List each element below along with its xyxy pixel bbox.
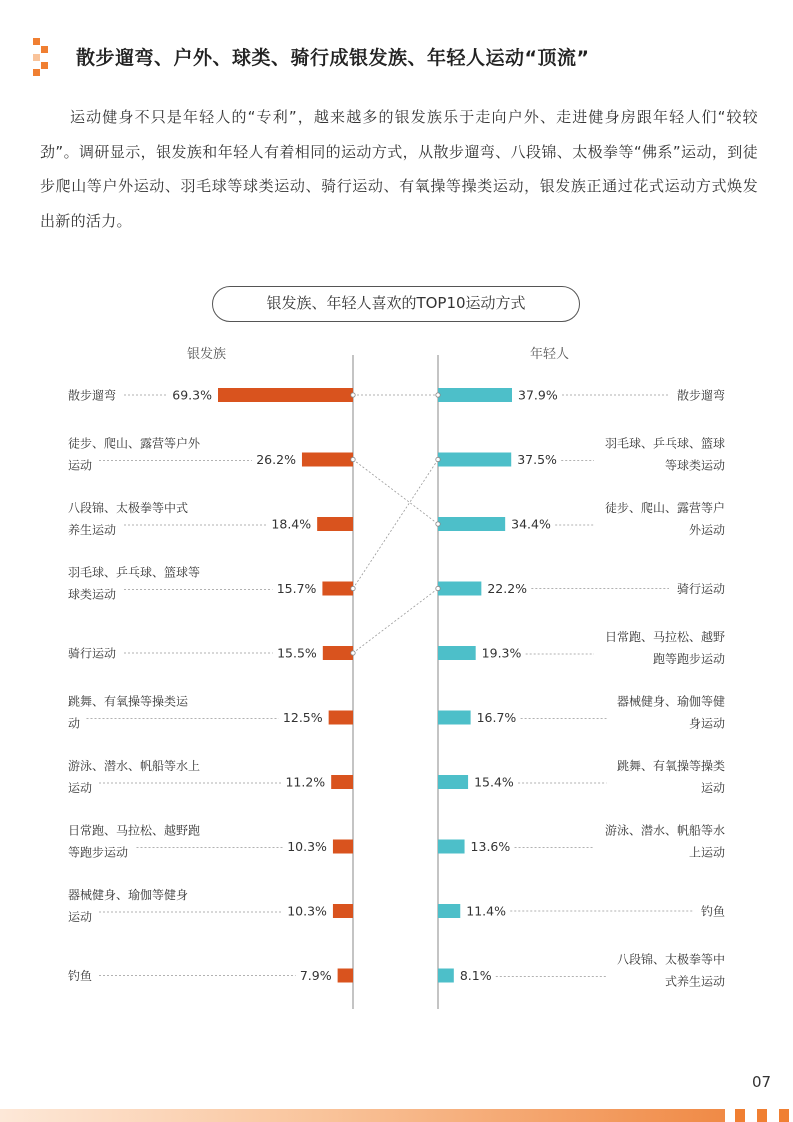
right-value-label: 13.6% xyxy=(470,839,511,854)
connector-dot xyxy=(436,457,440,461)
left-category-label: 跳舞、有氧操等操类运 xyxy=(68,694,189,709)
right-value-label: 37.9% xyxy=(518,387,558,403)
right-value-label: 15.4% xyxy=(474,774,514,790)
right-category-label: 游泳、潜水、帆船等水 xyxy=(604,823,725,838)
right-category-label: 运动 xyxy=(700,781,725,795)
left-value-label: 15.7% xyxy=(276,581,317,596)
left-category-label: 养生运动 xyxy=(68,523,117,537)
left-category-label: 运动 xyxy=(68,910,93,924)
page-number: 07 xyxy=(752,1073,772,1091)
right-bar xyxy=(438,388,512,402)
right-bar xyxy=(438,453,511,467)
connector-dot xyxy=(436,586,440,590)
left-bar xyxy=(323,646,353,660)
right-bar xyxy=(438,646,476,660)
connector-dot xyxy=(351,651,355,655)
left-category-label: 徒步、爬山、露营等户外 xyxy=(68,436,201,451)
right-bar xyxy=(438,969,454,983)
left-bar xyxy=(329,711,353,725)
right-category-label: 等球类运动 xyxy=(664,458,725,473)
right-value-label: 11.4% xyxy=(466,903,506,919)
left-category-label: 羽毛球、乒乓球、篮球等 xyxy=(68,565,201,580)
right-value-label: 37.5% xyxy=(517,452,557,467)
left-value-label: 12.5% xyxy=(282,710,323,725)
intro-paragraph: 运动健身不只是年轻人的“专利”，越来越多的银发族乐于走向户外、走进健身房跟年轻人们“较较劲”。调研显示，银发族和年轻人有着相同的运动方式，从散步遛弯、八段锦、太极拳等“佛系”运动，到徒步爬山等户外运动、羽毛球等球类运动、骑行运动、有氧操等操类运动，银发族正通过花式运动方式焕发出新的活力。 xyxy=(40,108,758,230)
brand-logo-squares xyxy=(33,38,48,76)
right-value-label: 19.3% xyxy=(481,645,522,661)
right-bar xyxy=(438,904,460,918)
right-category-label: 骑行运动 xyxy=(676,582,725,596)
connector-line xyxy=(353,460,438,525)
left-category-label: 运动 xyxy=(68,458,93,473)
right-category-label: 钓鱼 xyxy=(700,904,725,919)
left-value-label: 10.3% xyxy=(287,839,327,854)
right-bar xyxy=(438,711,471,725)
footer-square xyxy=(757,1109,767,1122)
connector-line xyxy=(353,460,438,589)
right-category-label: 器械健身、瑜伽等健 xyxy=(616,694,725,709)
left-bar xyxy=(322,582,353,596)
left-value-label: 11.2% xyxy=(285,774,326,790)
right-series-title: 年轻人 xyxy=(530,347,570,362)
right-bar xyxy=(438,517,505,531)
right-value-label: 34.4% xyxy=(511,516,551,532)
footer-gradient-bar xyxy=(0,1109,725,1122)
page-heading: 散步遛弯、户外、球类、骑行成银发族、年轻人运动“顶流” xyxy=(76,47,590,69)
left-bar xyxy=(333,904,353,918)
right-category-label: 外运动 xyxy=(688,523,725,537)
connector-dot xyxy=(436,522,440,526)
left-category-label: 球类运动 xyxy=(68,587,117,602)
right-bar xyxy=(438,582,481,596)
left-value-label: 15.5% xyxy=(277,645,317,661)
connector-dot xyxy=(351,457,355,461)
right-category-label: 散步遛弯 xyxy=(676,388,725,403)
connector-line xyxy=(353,589,438,654)
chart-title: 银发族、年轻人喜欢的TOP10运动方式 xyxy=(212,286,580,322)
left-category-label: 日常跑、马拉松、越野跑 xyxy=(68,823,201,838)
connector-dot xyxy=(351,586,355,590)
left-category-label: 动 xyxy=(68,716,81,731)
right-category-label: 式养生运动 xyxy=(664,974,725,989)
right-value-label: 22.2% xyxy=(487,581,528,596)
connector-dot xyxy=(436,393,440,397)
left-category-label: 骑行运动 xyxy=(68,646,117,661)
right-category-label: 羽毛球、乒乓球、篮球 xyxy=(604,436,725,451)
left-value-label: 69.3% xyxy=(172,387,212,403)
left-bar xyxy=(302,453,353,467)
right-bar xyxy=(438,775,468,789)
right-value-label: 16.7% xyxy=(476,710,517,725)
connector-dot xyxy=(351,393,355,397)
right-category-label: 日常跑、马拉松、越野 xyxy=(604,630,725,644)
left-category-label: 散步遛弯 xyxy=(68,388,117,403)
right-bar xyxy=(438,840,465,854)
left-category-label: 八段锦、太极拳等中式 xyxy=(68,501,189,515)
left-value-label: 7.9% xyxy=(299,968,332,983)
left-bar xyxy=(218,388,353,402)
left-category-label: 游泳、潜水、帆船等水上 xyxy=(68,759,201,773)
left-bar xyxy=(317,517,353,531)
left-bar xyxy=(333,840,353,854)
right-category-label: 上运动 xyxy=(688,845,725,860)
left-bar xyxy=(338,969,353,983)
left-value-label: 26.2% xyxy=(256,452,296,467)
footer-square xyxy=(779,1109,789,1122)
left-value-label: 18.4% xyxy=(271,516,312,532)
right-category-label: 跳舞、有氧操等操类 xyxy=(616,759,725,773)
footer-square xyxy=(735,1109,745,1122)
left-category-label: 器械健身、瑜伽等健身 xyxy=(68,888,189,902)
left-category-label: 等跑步运动 xyxy=(68,845,129,860)
butterfly-bar-chart xyxy=(0,355,793,1015)
left-category-label: 运动 xyxy=(68,781,93,795)
left-bar xyxy=(331,775,353,789)
left-category-label: 钓鱼 xyxy=(68,969,93,983)
left-value-label: 10.3% xyxy=(287,903,327,919)
right-category-label: 徒步、爬山、露营等户 xyxy=(604,501,725,515)
right-category-label: 八段锦、太极拳等中 xyxy=(616,952,725,967)
right-category-label: 身运动 xyxy=(688,716,725,731)
left-series-title: 银发族 xyxy=(187,347,227,362)
right-category-label: 跑等跑步运动 xyxy=(652,652,725,666)
right-value-label: 8.1% xyxy=(459,968,492,983)
